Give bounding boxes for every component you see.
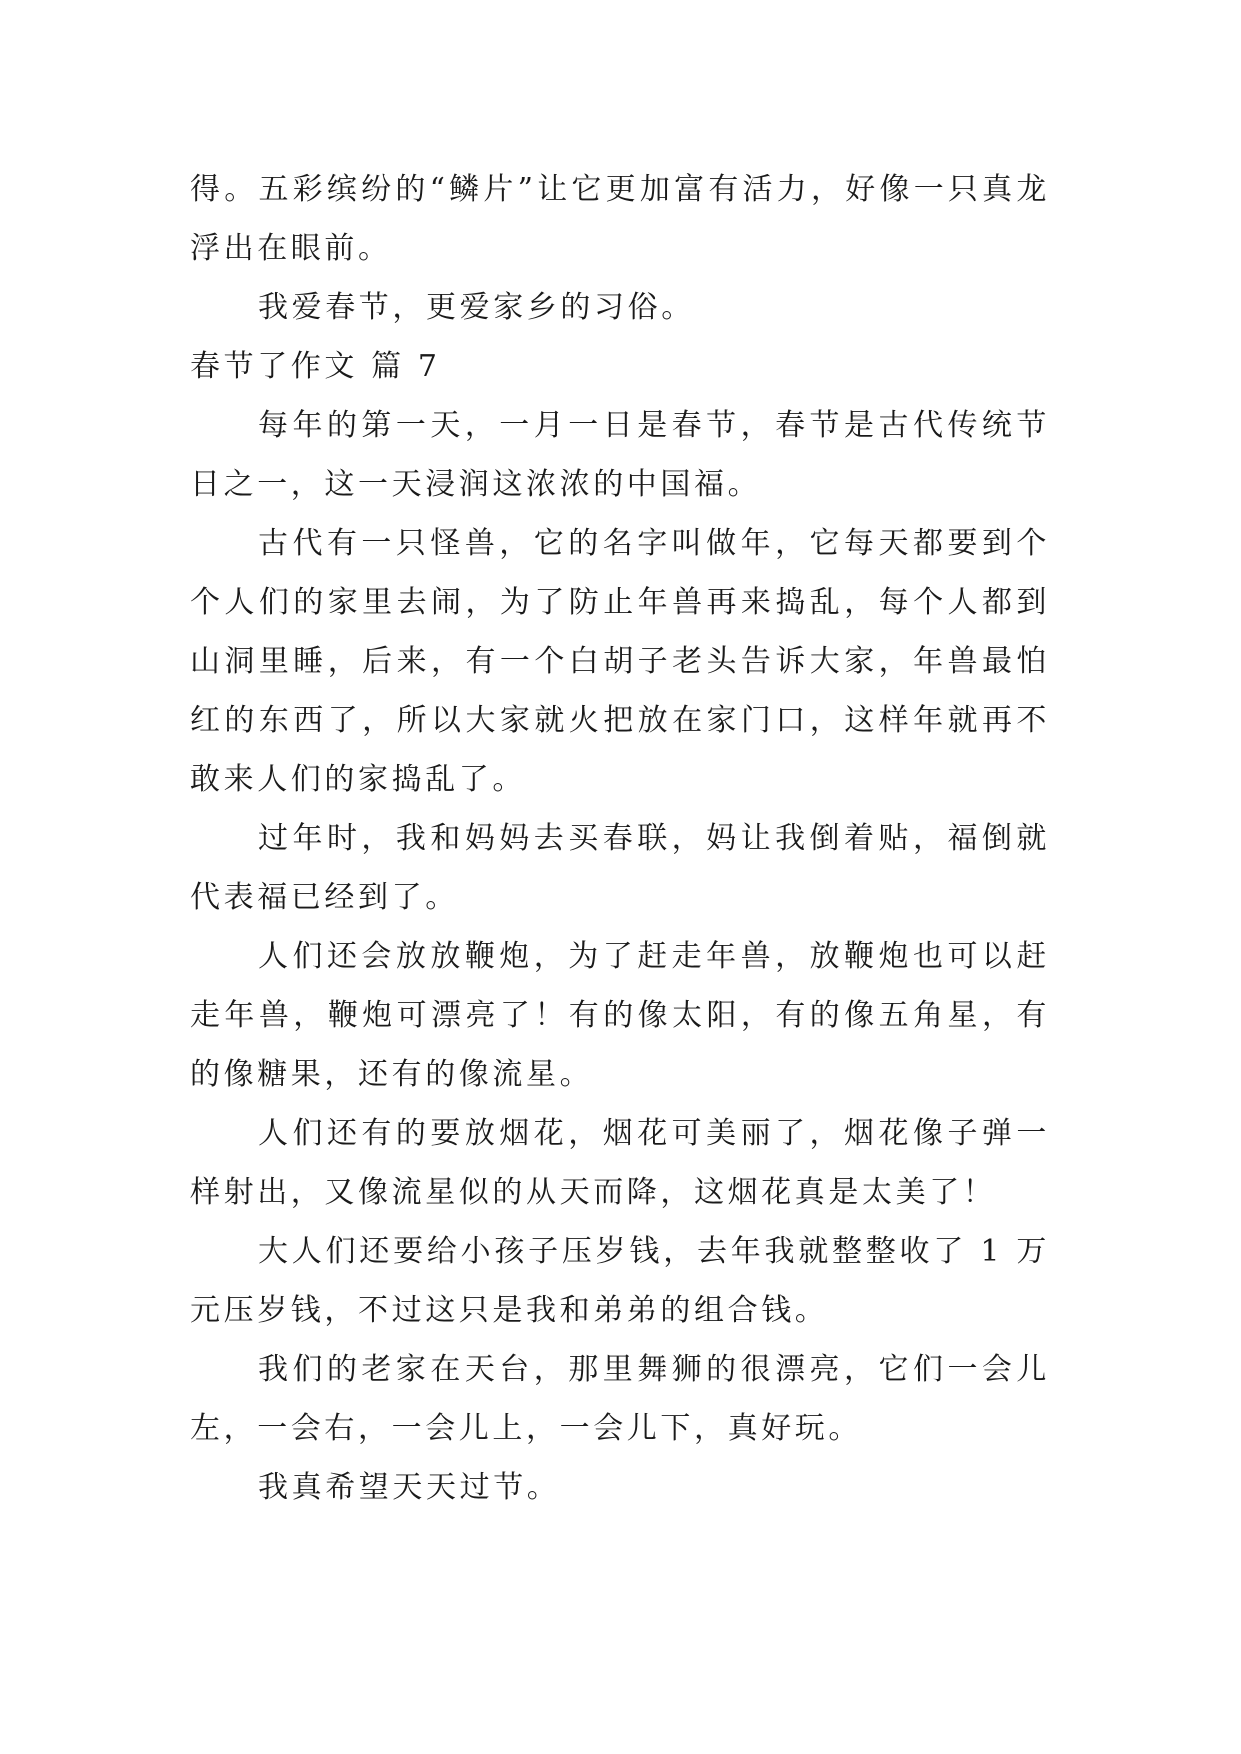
section-title: 春节了作文 篇 7: [190, 349, 441, 384]
document-body: [190, 160, 1050, 1517]
continued-paragraph: 得。五彩缤纷的“鳞片”让它更加富有活力，好像一只真龙浮出在眼前。: [190, 172, 1050, 266]
paragraph-7: 我们的老家在天台，那里舞狮的很漂亮，它们一会儿左，一会右，一会儿上，一会儿下，真好玩。: [190, 1352, 1050, 1446]
paragraph-6: 大人们还要给小孩子压岁钱，去年我就整整收了 1 万元压岁钱，不过这只是我和弟弟的组合钱。: [190, 1234, 1050, 1328]
paragraph-1: 每年的第一天，一月一日是春节，春节是古代传统节日之一，这一天浸润这浓浓的中国福。: [190, 408, 1050, 502]
paragraph-2: 古代有一只怪兽，它的名字叫做年，它每天都要到个个人们的家里去闹，为了防止年兽再来捣乱，每个人都到山洞里睡，后来，有一个白胡子老头告诉大家，年兽最怕红的东西了，所以大家就火把放在家门口，这样年就再不敢来人们的家捣乱了。: [190, 526, 1050, 797]
paragraph-4: 人们还会放放鞭炮，为了赶走年兽，放鞭炮也可以赶走年兽，鞭炮可漂亮了！有的像太阳，有的像五角星，有的像糖果，还有的像流星。: [190, 939, 1050, 1092]
paragraph-5: 人们还有的要放烟花，烟花可美丽了，烟花像子弹一样射出，又像流星似的从天而降，这烟花真是太美了！: [190, 1116, 1050, 1210]
paragraph-3: 过年时，我和妈妈去买春联，妈让我倒着贴，福倒就代表福已经到了。: [190, 821, 1050, 915]
closing-line: 我爱春节，更爱家乡的习俗。: [258, 290, 695, 325]
paragraph-8: 我真希望天天过节。: [258, 1470, 561, 1505]
